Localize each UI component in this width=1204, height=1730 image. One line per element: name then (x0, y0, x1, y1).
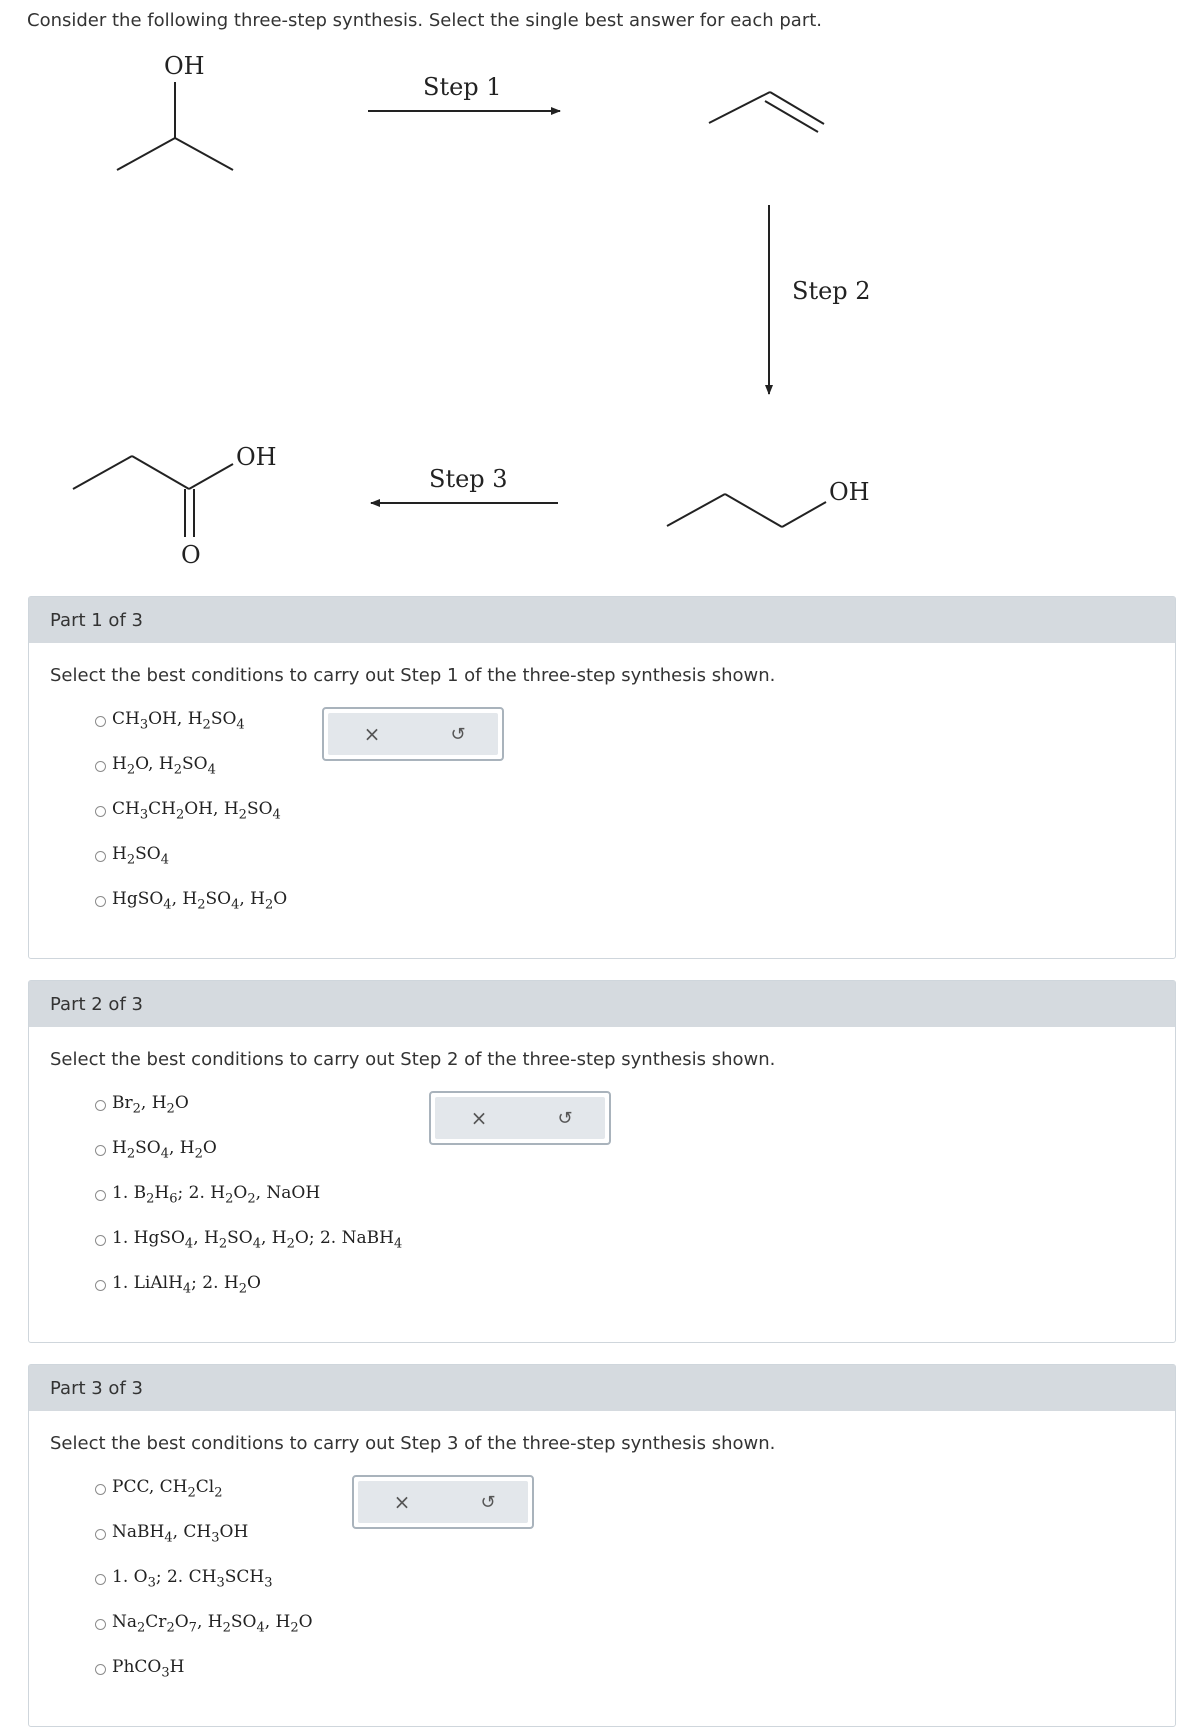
step2-label: Step 2 (792, 277, 871, 305)
answer-option-label: 1. LiAlH$_4$; 2. $H_2O$ (112, 1273, 261, 1297)
isopropanol-structure (117, 82, 233, 170)
part-3-header: Part 3 of 3 (29, 1365, 1175, 1411)
radio-button[interactable] (95, 1235, 106, 1246)
part-3-tools (352, 1475, 534, 1529)
answer-option-label: PhCO$_3$H (112, 1657, 185, 1681)
answer-option-label: $CH_3OH$, $H_2SO_4$ (112, 709, 245, 733)
close-icon: × (393, 1490, 411, 1514)
radio-button[interactable] (95, 1574, 106, 1585)
answer-option-label: $Br_2$, $H_2O$ (112, 1093, 189, 1117)
radio-button[interactable] (95, 716, 106, 727)
part-2-tools (429, 1091, 611, 1145)
radio-button[interactable] (95, 806, 106, 817)
part-2-header: Part 2 of 3 (29, 981, 1175, 1027)
part-2-clear-button[interactable] (449, 1097, 509, 1139)
answer-option[interactable] (95, 709, 287, 754)
acid-oh-label: OH (236, 443, 277, 471)
part-3-options (95, 1477, 313, 1702)
part-2-prompt: Select the best conditions to carry out Step 2 of the three-step synthesis shown. (50, 1049, 776, 1070)
answer-option[interactable] (95, 1183, 402, 1228)
radio-button[interactable] (95, 896, 106, 907)
answer-option[interactable] (95, 1138, 402, 1183)
radio-button[interactable] (95, 1190, 106, 1201)
part-3-prompt: Select the best conditions to carry out Step 3 of the three-step synthesis shown. (50, 1433, 776, 1454)
propanol-structure (667, 494, 826, 527)
radio-button[interactable] (95, 1280, 106, 1291)
answer-option[interactable] (95, 844, 287, 889)
answer-option-label: NaBH$_4$, $CH_3OH$ (112, 1522, 249, 1546)
intro-text: Consider the following three-step synthesis. Select the single best answer for each part. (27, 10, 822, 31)
part-3-panel (28, 1364, 1176, 1727)
answer-option-label: $CH_3CH_2OH$, $H_2SO_4$ (112, 799, 281, 823)
answer-option-label: 1. $B_2H_6$; 2. $H_2O_2$, NaOH (112, 1183, 321, 1207)
answer-option-label: PCC, $CH_2Cl_2$ (112, 1477, 223, 1501)
radio-button[interactable] (95, 1664, 106, 1675)
radio-button[interactable] (95, 1529, 106, 1540)
answer-option-label: 1. $O_3$; 2. $CH_3SCH_3$ (112, 1567, 273, 1591)
part-1-panel (28, 596, 1176, 959)
answer-option-label: HgSO$_4$, $H_2SO_4$, $H_2O$ (112, 889, 288, 913)
undo-icon: ↺ (450, 723, 466, 745)
part-2-panel (28, 980, 1176, 1343)
part-2-undo-button[interactable] (535, 1097, 595, 1139)
answer-option[interactable] (95, 1477, 313, 1522)
answer-option[interactable] (95, 1228, 402, 1273)
answer-option[interactable] (95, 1567, 313, 1612)
answer-option-label: $H_2SO_4$ (112, 844, 169, 868)
close-icon: × (363, 722, 381, 746)
part-1-undo-button[interactable] (428, 713, 488, 755)
part-1-prompt: Select the best conditions to carry out Step 1 of the three-step synthesis shown. (50, 665, 776, 686)
answer-option[interactable] (95, 754, 287, 799)
close-icon: × (470, 1106, 488, 1130)
undo-icon: ↺ (480, 1491, 496, 1513)
step1-label: Step 1 (423, 73, 502, 101)
part-3-undo-button[interactable] (458, 1481, 518, 1523)
part-1-header: Part 1 of 3 (29, 597, 1175, 643)
acid-carbonyl-o-label: O (181, 541, 201, 569)
answer-option[interactable] (95, 1522, 313, 1567)
radio-button[interactable] (95, 1619, 106, 1630)
radio-button[interactable] (95, 1145, 106, 1156)
answer-option[interactable] (95, 889, 287, 934)
part-2-options (95, 1093, 402, 1318)
undo-icon: ↺ (557, 1107, 573, 1129)
radio-button[interactable] (95, 851, 106, 862)
answer-option[interactable] (95, 1612, 313, 1657)
radio-button[interactable] (95, 1100, 106, 1111)
radio-button[interactable] (95, 1484, 106, 1495)
part-3-clear-button[interactable] (372, 1481, 432, 1523)
part-1-clear-button[interactable] (342, 713, 402, 755)
part-1-options (95, 709, 287, 934)
step3-label: Step 3 (429, 465, 508, 493)
radio-button[interactable] (95, 761, 106, 772)
isopropanol-oh-label: OH (164, 52, 205, 80)
answer-option-label: 1. HgSO$_4$, $H_2SO_4$, $H_2O$; 2. NaBH$_4$ (112, 1228, 403, 1252)
answer-option-label: $H_2SO_4$, $H_2O$ (112, 1138, 217, 1162)
propanoic-acid-structure (73, 456, 233, 537)
propene-structure (709, 92, 824, 132)
part-1-tools (322, 707, 504, 761)
propanol-oh-label: OH (829, 478, 870, 506)
answer-option-label: $H_2O$, $H_2SO_4$ (112, 754, 216, 778)
answer-option[interactable] (95, 1657, 313, 1702)
answer-option[interactable] (95, 799, 287, 844)
answer-option-label: $Na_2Cr_2O_7$, $H_2SO_4$, $H_2O$ (112, 1612, 313, 1636)
synthesis-scheme (0, 40, 1204, 580)
answer-option[interactable] (95, 1093, 402, 1138)
answer-option[interactable] (95, 1273, 402, 1318)
